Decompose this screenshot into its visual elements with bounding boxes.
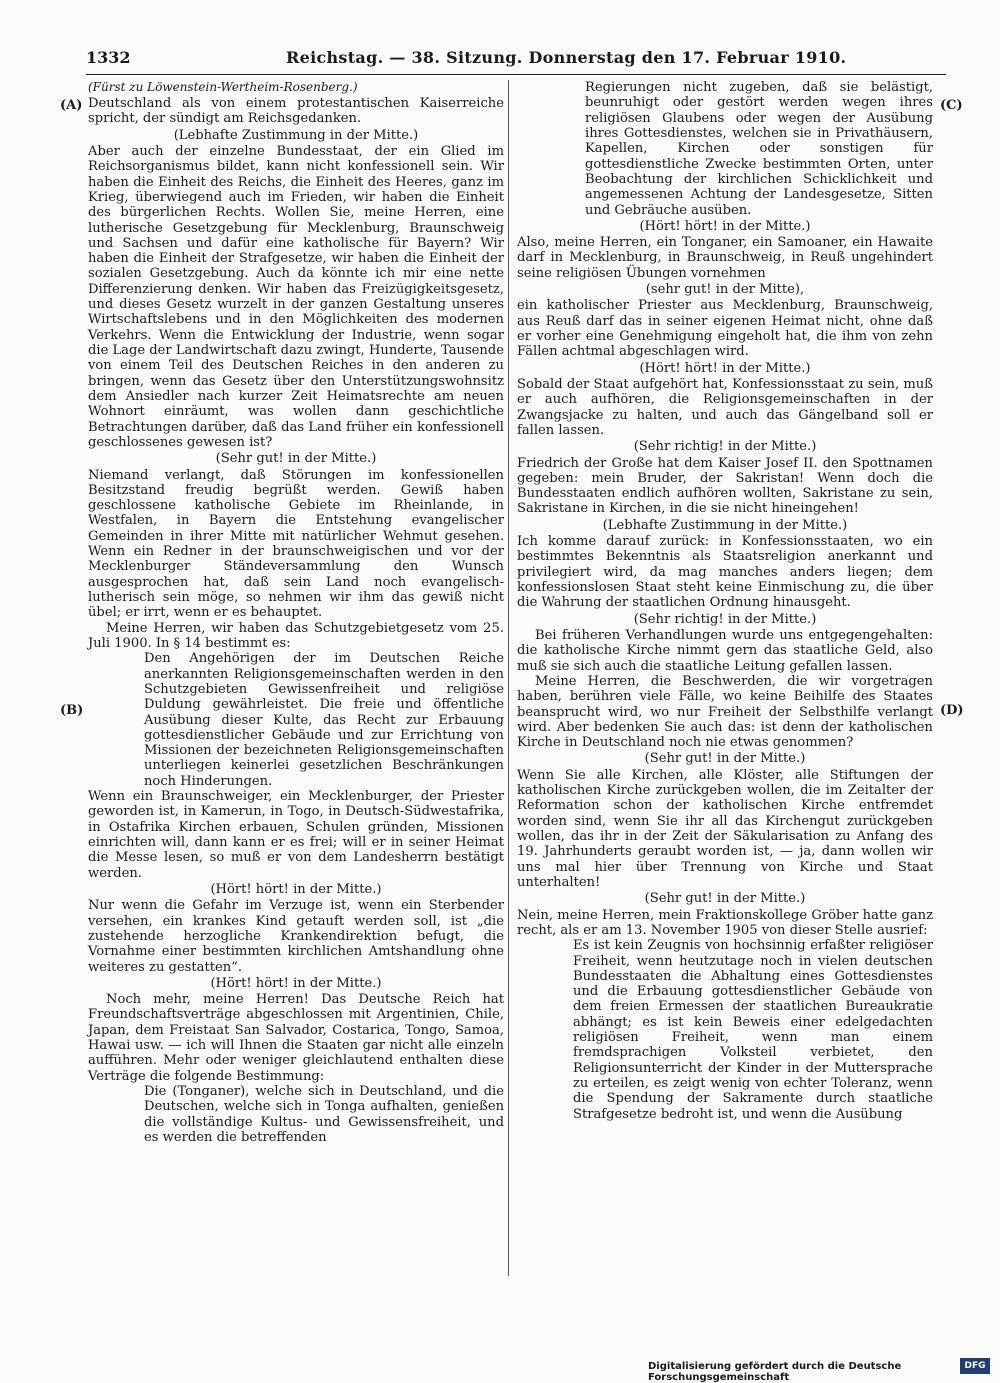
interjection: (Hört! hört! in der Mitte.)	[639, 360, 811, 376]
page-number: 1332	[86, 48, 131, 67]
interjection: (Sehr richtig! in der Mitte.)	[633, 611, 817, 627]
paragraph: ein katholischer Priester aus Mecklenburg, Braunschweig, aus Reuß darf das in seiner eigenen Heimat nicht, ohne daß er vorher eine Genehmigung eingeholt hat, die ihm von zehn Fällen achtmal abgeschlagen wird.	[517, 298, 933, 360]
interjection: (Sehr richtig! in der Mitte.)	[633, 439, 817, 455]
interjection: (Hört! hört! in der Mitte.)	[210, 881, 382, 897]
dfg-logo: DFG	[960, 1358, 990, 1374]
paragraph: Nein, meine Herren, mein Fraktionskollege Gröber hatte ganz recht, als er am 13. November 1905 von dieser Stelle ausrief:	[517, 907, 933, 938]
interjection: (Hört! hört! in der Mitte.)	[639, 218, 811, 234]
interjection: (Sehr gut! in der Mitte.)	[644, 751, 806, 767]
paragraph: Deutschland als von einem protestantischen Kaiserreiche spricht, der sündigt am Reichsgedanken.	[88, 96, 504, 127]
interjection: (Sehr gut! in der Mitte.)	[215, 451, 377, 467]
quoted-law: Den Angehörigen der im Deutschen Reiche anerkannten Religionsgemeinschaften werden in den Schutzgebieten Gewissenfreiheit und religiöse Duldung gewährleistet. Die freie und öffentliche Ausübung dieser Kulte, das Recht zur Erbauung gottesdienstlicher Gebäude und zur Errichtung von Missionen der bezeichneten Religionsgemeinschaften unterliegen keinerlei gesetzlichen Beschränkungen noch Hinderungen.	[144, 651, 504, 789]
digitization-credit: Digitalisierung gefördert durch die Deutsche Forschungsgemeinschaft	[648, 1361, 902, 1383]
running-head: Reichstag. — 38. Sitzung. Donnerstag den 17. Februar 1910.	[286, 48, 847, 67]
left-column	[88, 80, 504, 1145]
page-header	[86, 48, 946, 72]
paragraph: Niemand verlangt, daß Störungen im konfessionellen Besitzstand freudig begrüßt werden. Gewiß haben geschlossene katholische Gebiete im Rheinlande, in Westfalen, in Bayern die Entstehung evangelischer Gemeinden in ihrer Mitte mit natürlicher Wehmut gesehen. Wenn ein Redner in der braunschweigischen und vor der Mecklenburger Ständeversammlung den Wunsch ausgesprochen hat, daß sein Land noch evangelisch-lutherisch sein möge, so nehmen wir ihm das gewiß nicht übel; er irrt, wenn er es behauptet.	[88, 467, 504, 621]
paragraph: Wenn ein Braunschweiger, ein Mecklenburger, der Priester geworden ist, in Kamerun, in Togo, in Deutsch-Südwestafrika, in Ostafrika Kirchen erbauen, Schulen gründen, Missionen einrichten will, dann kann er es frei; will er in seiner Heimat die Messe lesen, so muß er von dem Landesherrn bestätigt werden.	[88, 789, 504, 881]
interjection: (Lebhafte Zustimmung in der Mitte.)	[602, 517, 848, 533]
paragraph: Meine Herren, wir haben das Schutzgebietgesetz vom 25. Juli 1900. In § 14 bestimmt es:	[88, 620, 504, 651]
margin-mark-c: (C)	[940, 98, 963, 113]
speaker-line: (Fürst zu Löwenstein-Wertheim-Rosenberg.)	[88, 80, 358, 94]
interjection: (sehr gut! in der Mitte),	[645, 282, 805, 298]
column-divider	[508, 80, 509, 1276]
paragraph: Sobald der Staat aufgehört hat, Konfessionsstaat zu sein, muß er auch aufhören, die Religionsgemeinschaften in der Zwangsjacke zu halten, und auch das Gängelband soll er fallen lassen.	[517, 376, 933, 438]
quoted-treaty: Die (Tonganer), welche sich in Deutschland, und die Deutschen, welche sich in Tonga aufhalten, genießen die vollständige Kultus- und Gewissensfreiheit, und es werden die betreffenden	[144, 1084, 504, 1145]
quoted-treaty-continued: Regierungen nicht zugeben, daß sie belästigt, beunruhigt oder gestört werden wegen ihres religiösen Glaubens oder wegen der Ausübung ihres Gottesdienstes, welchen sie in Privathäusern, Kapellen, Kirchen oder sonstigen für gottesdienstliche Zwecke bestimmten Orten, unter Beobachtung der kirchlichen Schicklichkeit und angemessenen Achtung der Landesgesetze, Sitten und Gebräuche ausüben.	[585, 80, 933, 218]
paragraph: Bei früheren Verhandlungen wurde uns entgegengehalten: die katholische Kirche nimmt gern das staatliche Geld, also muß sie sich auch die staatliche Leitung gefallen lassen.	[517, 627, 933, 674]
quoted-speech: Es ist kein Zeugnis von hochsinnig erfaßter religiöser Freiheit, wenn heutzutage noch in vielen deutschen Bundesstaaten die Abhaltung eines Gottesdienstes und die Erbauung gottesdienstlicher Gebäude von dem freien Ermessen der staatlichen Bureaukratie abhängt; es ist kein Beweis einer edelgedachten religiösen Freiheit, wenn man einem fremdsprachigen Volksteil verbietet, den Religionsunterricht der Kinder in der Muttersprache zu erteilen, es zeigt wenig von echter Toleranz, wenn die Spendung der Sakramente durch staatliche Strafgesetze bedroht ist, und wenn die Ausübung	[573, 938, 933, 1122]
paragraph: Noch mehr, meine Herren! Das Deutsche Reich hat Freundschaftsverträge abgeschlossen mit Argentinien, Chile, Japan, dem Freistaat San Salvador, Costarica, Tongo, Samoa, Hawai usw. — ich will Ihnen die Staaten gar nicht alle einzeln aufführen. Mehr oder weniger gleichlautend enthalten diese Verträge die folgende Bestimmung:	[88, 992, 504, 1084]
paragraph: Also, meine Herren, ein Tonganer, ein Samoaner, ein Hawaite darf in Mecklenburg, in Braunschweig, in Reuß ungehindert seine religiösen Übungen vornehmen	[517, 235, 933, 281]
margin-mark-b: (B)	[60, 703, 84, 718]
interjection: (Lebhafte Zustimmung in der Mitte.)	[173, 127, 419, 143]
paragraph: Meine Herren, die Beschwerden, die wir vorgetragen haben, berühren viele Fälle, wo keine Beihilfe des Staates beansprucht wird, wo nur Freiheit der Selbsthilfe verlangt wird. Aber bedenken Sie auch das: ist denn der katholischen Kirche in Deutschland noch nie etwas genommen?	[517, 673, 933, 751]
paragraph: Aber auch der einzelne Bundesstaat, der ein Glied im Reichsorganismus bildet, kann nicht konfessionell sein. Wir haben die Einheit des Reichs, die Einheit des Heeres, ganz im Krieg, überwiegend auch im Frieden, wir haben die Einheit des bürgerlichen Rechts. Wollen Sie, meine Herren, eine lutherische Gesetzgebung für Mecklenburg, Braunschweig und Sachsen und dafür eine katholische für Bayern? Wir haben die Einheit der Strafgesetze, wir haben die Einheit der sozialen Gesetzgebung. Auch da könnte ich mir eine nette Differenzierung denken. Wir haben das Freizügigkeitsgesetz, und dieses Gesetz wurzelt in der ganzen Gestaltung unseres Wirtschaftslebens und in den Möglichkeiten des modernen Verkehrs. Wenn die Entwicklung der Industrie, wenn sogar die Lage der Landwirtschaft dazu zwingt, Hunderte, Tausende von einem Teil des Deutschen Reiches in den anderen zu bringen, wenn das Gesetz über den Unterstützungswohnsitz dem Ansiedler nach kurzer Zeit Heimatsrechte am neuen Wohnort einräumt, was wollen dann geschichtliche Betrachtungen darüber, daß das Land früher ein konfessionell geschlossenes gewesen ist?	[88, 143, 504, 450]
header-rule	[86, 74, 946, 75]
margin-mark-d: (D)	[940, 703, 964, 718]
margin-mark-a: (A)	[60, 98, 83, 113]
paragraph: Wenn Sie alle Kirchen, alle Klöster, alle Stiftungen der katholischen Kirche zurückgeben wollen, die im Zeitalter der Reformation schon der katholischen Kirche entfremdet worden sind, wenn Sie ihr all das Kirchengut zurückgeben wollen, das ihr in der Zeit der Säkularisation zu Anfang des 19. Jahrhunderts geraubt worden ist, — ja, dann wollen wir uns mal hier über Trennung von Kirche und Staat unterhalten!	[517, 767, 933, 890]
interjection: (Sehr gut! in der Mitte.)	[644, 891, 806, 907]
paragraph: Friedrich der Große hat dem Kaiser Josef II. den Spottnamen gegeben: mein Bruder, der Sakristan! Wenn doch die Bundesstaaten endlich aufhören wollten, Sakristane zu sein, Sakristane in Kirchen, in die sie nicht hineingehen!	[517, 455, 933, 517]
right-column	[517, 80, 933, 1122]
interjection: (Hört! hört! in der Mitte.)	[210, 975, 382, 991]
paragraph: Nur wenn die Gefahr im Verzuge ist, wenn ein Sterbender versehen, ein krankes Kind getauft werden soll, ist „die zustehende herzogliche Krankendirektion befugt, die Vornahme einer bestimmten kirchlichen Amtshandlung ohne weiteres zu gestatten“.	[88, 898, 504, 975]
paragraph: Ich komme darauf zurück: in Konfessionsstaaten, wo ein bestimmtes Bekenntnis als Staatsreligion anerkannt und privilegiert wird, da mag manches anders liegen; dem konfessionslosen Staat steht keine Einmischung zu, die über die Wahrung der staatlichen Ordnung hinausgeht.	[517, 534, 933, 611]
